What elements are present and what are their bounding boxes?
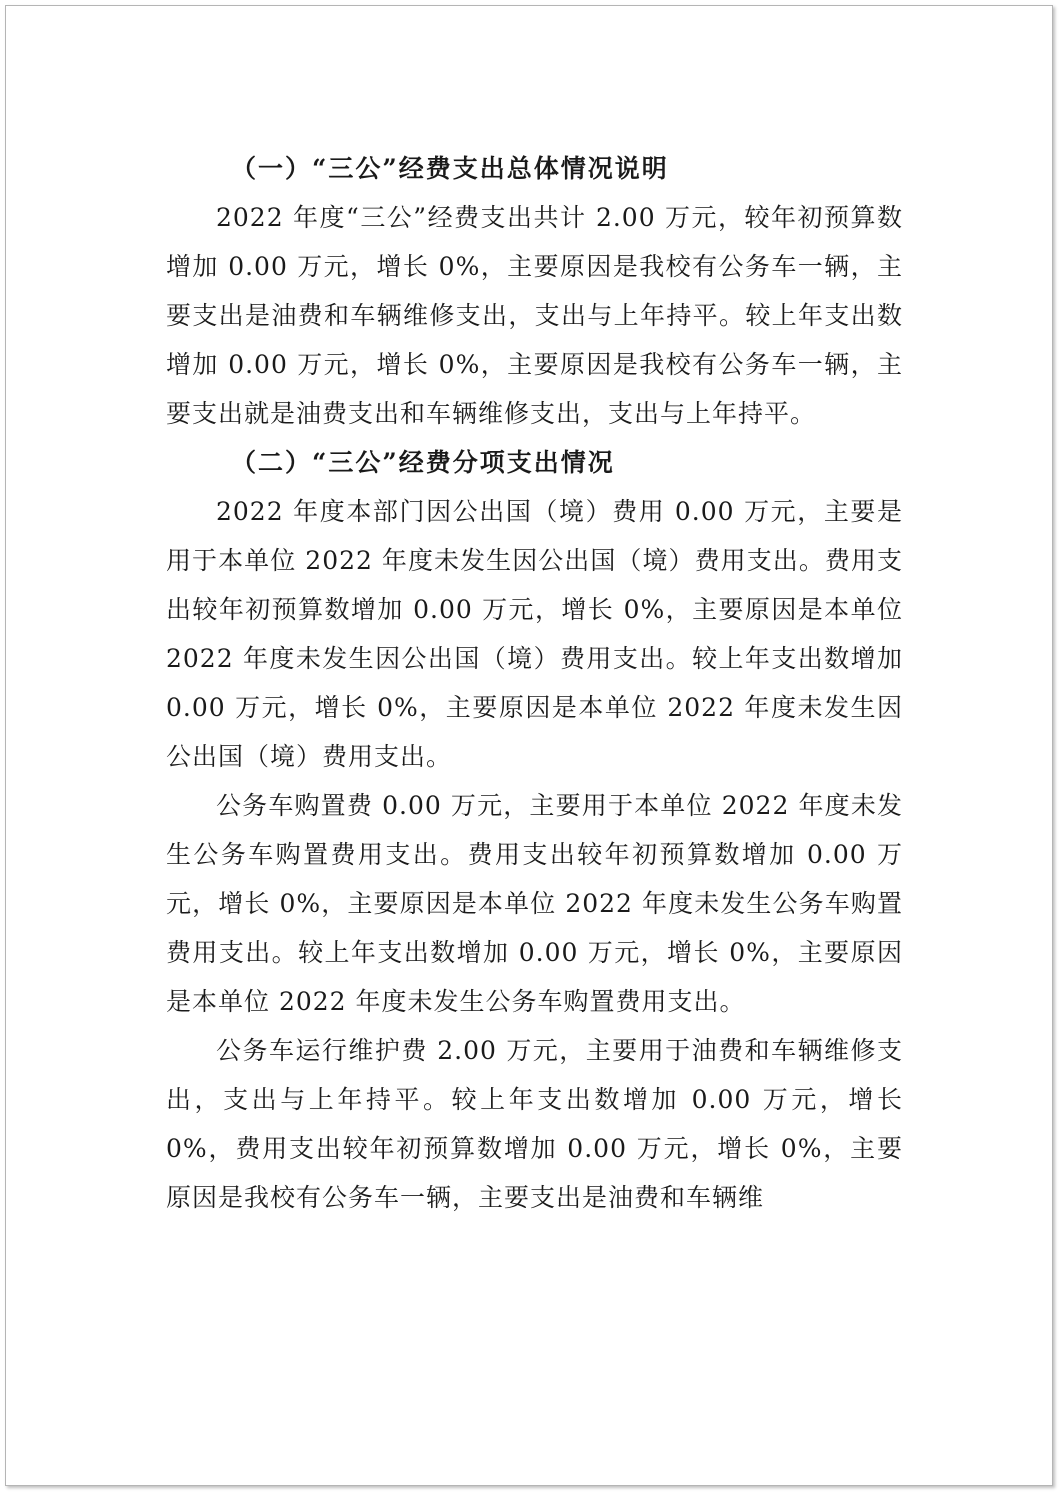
document-body <box>166 144 903 1222</box>
section-heading-itemized: （二）“三公”经费分项支出情况 <box>231 448 615 477</box>
paragraph-overseas-travel: 2022 年度本部门因公出国（境）费用 0.00 万元，主要是用于本单位 2022 年度未发生因公出国（境）费用支出。费用支出较年初预算数增加 0.00 万元，增长 0%，主要原因是本单位 2022 年度未发生因公出国（境）费用支出。较上年支出数增加 0.00 万元，增长 0%，主要原因是本单位 2022 年度未发生因公出国（境）费用支出。 <box>166 497 903 771</box>
document-page <box>5 5 1053 1486</box>
paragraph-overall-expenditure: 2022 年度“三公”经费支出共计 2.00 万元，较年初预算数增加 0.00 万元，增长 0%，主要原因是我校有公务车一辆，主要支出是油费和车辆维修支出，支出与上年持平。较上年支出数增加 0.00 万元，增长 0%，主要原因是我校有公务车一辆，主要支出就是油费支出和车辆维修支出，支出与上年持平。 <box>166 203 903 428</box>
section-heading-overall: （一）“三公”经费支出总体情况说明 <box>231 154 669 183</box>
paragraph-vehicle-maintenance: 公务车运行维护费 2.00 万元，主要用于油费和车辆维修支出，支出与上年持平。较上年支出数增加 0.00 万元，增长 0%，费用支出较年初预算数增加 0.00 万元，增长 0%，主要原因是我校有公务车一辆，主要支出是油费和车辆维 <box>166 1036 903 1212</box>
paragraph-vehicle-purchase: 公务车购置费 0.00 万元，主要用于本单位 2022 年度未发生公务车购置费用支出。费用支出较年初预算数增加 0.00 万元，增长 0%，主要原因是本单位 2022 年度未发生公务车购置费用支出。较上年支出数增加 0.00 万元，增长 0%，主要原因是本单位 2022 年度未发生公务车购置费用支出。 <box>166 791 903 1016</box>
